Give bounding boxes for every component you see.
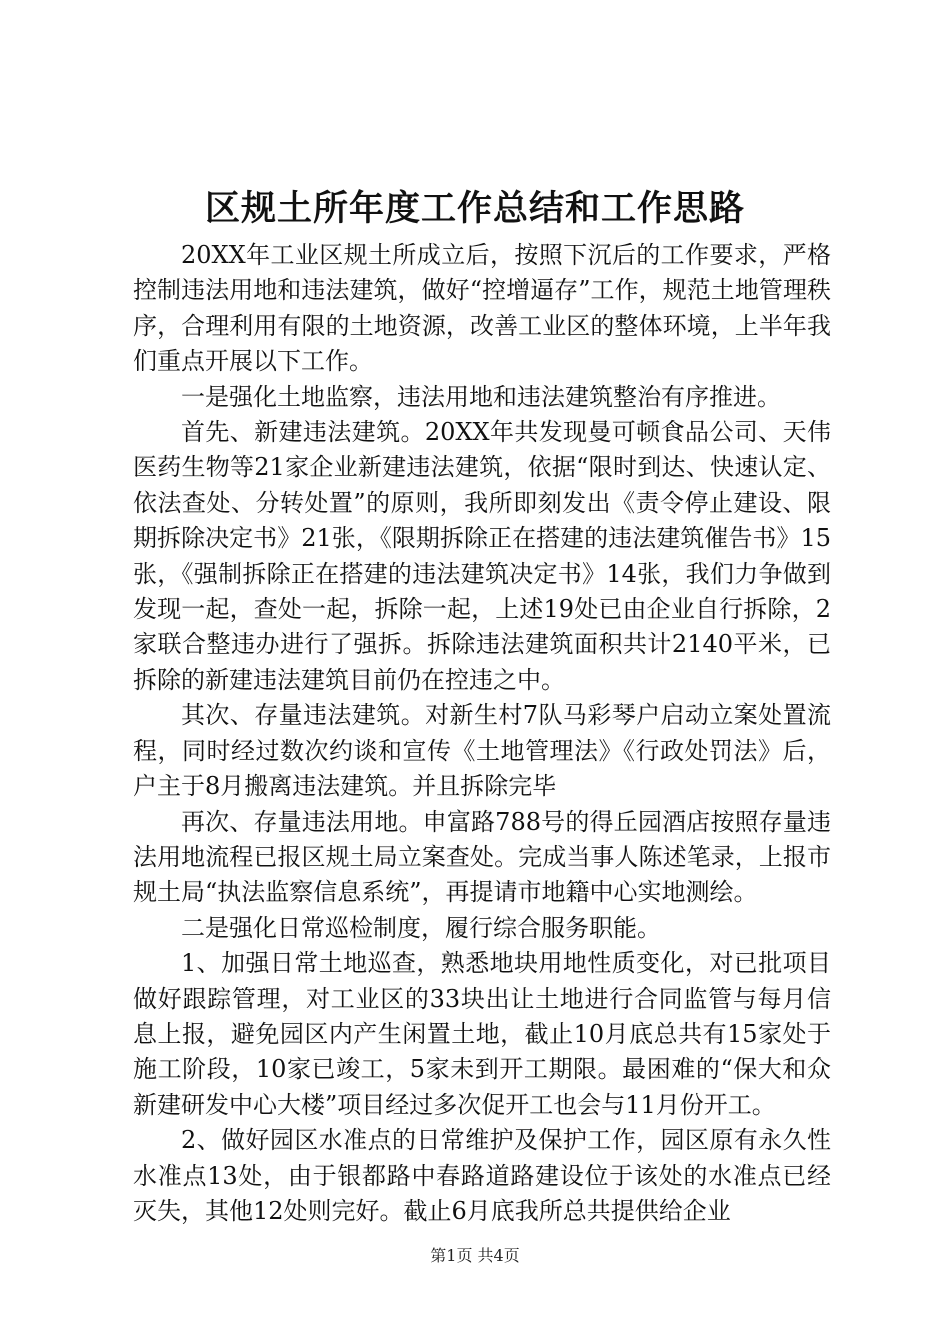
paragraph-item-one: 1、加强日常土地巡查，熟悉地块用地性质变化，对已批项目做好跟踪管理，对工业区的33块出让土地进行合同监管与每月信息上报，避免园区内产生闲置土地，截止10月底总共有15家处于施工阶段，10家已竣工，5家未到开工期限。最困难的“保大和众新建研发中心大楼”项目经过多次促开工也会与11月份开工。 (133, 949, 831, 1119)
paragraph-intro: 20XX年工业区规土所成立后，按照下沉后的工作要求，严格控制违法用地和违法建筑，做好“控增逼存”工作，规范土地管理秩序，合理利用有限的土地资源，改善工业区的整体环境，上半年我们重点开展以下工作。 (133, 241, 831, 376)
paragraph-existing-illegal-land: 再次、存量违法用地。申富路788号的得丘园酒店按照存量违法用地流程已报区规土局立案查处。完成当事人陈述笔录，上报市规土局“执法监察信息系统”，再提请市地籍中心实地测绘。 (133, 807, 831, 907)
page-footer: 第1页 共4页 (430, 1246, 520, 1265)
paragraph-existing-illegal-buildings: 其次、存量违法建筑。对新生村7队马彩琴户启动立案处置流程，同时经过数次约谈和宣传《土地管理法》《行政处罚法》后，户主于8月搬离违法建筑。并且拆除完毕 (133, 701, 831, 801)
document-body (133, 238, 831, 1229)
paragraph-section-one-heading: 一是强化土地监察，违法用地和违法建筑整治有序推进。 (181, 382, 781, 411)
paragraph-item-two: 2、做好园区水准点的日常维护及保护工作，园区原有永久性水准点13处，由于银都路中春路道路建设位于该处的水准点已经灭失，其他12处则完好。截止6月底我所总共提供给企业 (133, 1126, 831, 1225)
document-title: 区规土所年度工作总结和工作思路 (204, 189, 745, 229)
paragraph-section-two-heading: 二是强化日常巡检制度，履行综合服务职能。 (181, 913, 661, 942)
paragraph-new-illegal-buildings: 首先、新建违法建筑。20XX年共发现曼可顿食品公司、天伟医药生物等21家企业新建违法建筑，依据“限时到达、快速认定、依法查处、分转处置”的原则，我所即刻发出《责令停止建设、限期拆除决定书》21张，《限期拆除正在搭建的违法建筑催告书》15张，《强制拆除正在搭建的违法建筑决定书》14张，我们力争做到发现一起，查处一起，拆除一起，上述19处已由企业自行拆除，2家联合整违办进行了强拆。拆除违法建筑面积共计2140平米，已拆除的新建违法建筑目前仍在控违之中。 (133, 418, 831, 694)
